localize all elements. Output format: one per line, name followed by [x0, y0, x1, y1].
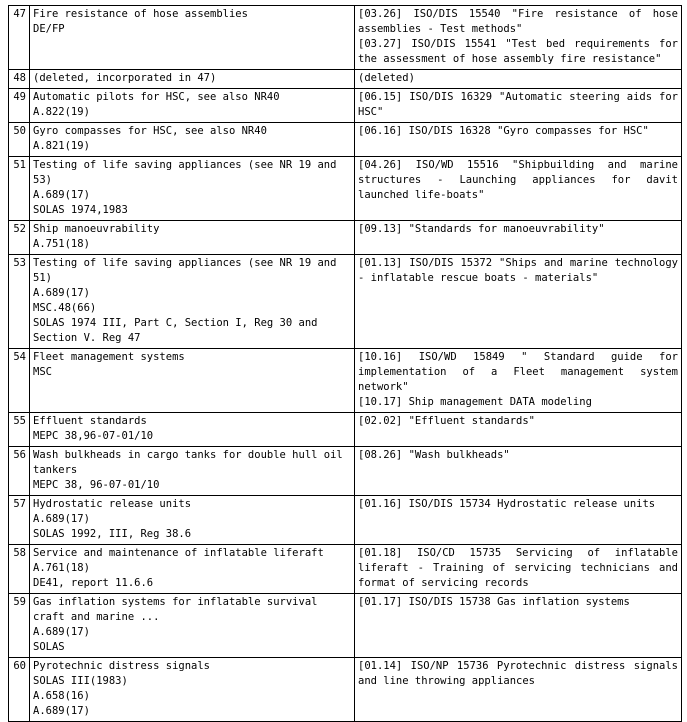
row-number: 55 — [9, 413, 30, 447]
standard-reference: [02.02] "Effluent standards" — [358, 415, 536, 427]
subject-cell — [30, 413, 355, 447]
standard-reference: [09.13] "Standards for manoeuvrability" — [358, 223, 605, 235]
subject-reference: A.689(17) — [33, 513, 90, 525]
subject-title: Wash bulkheads in cargo tanks for double hull oil tankers — [33, 449, 343, 476]
standard-cell — [355, 6, 682, 70]
standard-reference: [01.16] ISO/DIS 15734 Hydrostatic release units — [358, 498, 656, 510]
subject-reference: MSC — [33, 366, 52, 378]
standard-cell — [355, 447, 682, 496]
table-row — [9, 545, 682, 594]
subject-title: Gas inflation systems for inflatable survival craft and marine ... — [33, 596, 318, 623]
subject-title: (deleted, incorporated in 47) — [33, 72, 217, 84]
subject-reference: DE/FP — [33, 23, 65, 35]
row-number: 51 — [9, 157, 30, 221]
subject-title: Testing of life saving appliances (see NR 19 and 53) — [33, 159, 337, 186]
subject-cell — [30, 447, 355, 496]
subject-cell — [30, 255, 355, 349]
subject-title: Effluent standards — [33, 415, 147, 427]
standard-reference: [03.27] ISO/DIS 15541 "Test bed requirements for the assessment of hose assembly fire resistance" — [358, 38, 678, 65]
subject-reference: A.822(19) — [33, 106, 90, 118]
subject-cell — [30, 496, 355, 545]
standard-reference: [06.16] ISO/DIS 16328 "Gyro compasses for HSC" — [358, 125, 649, 137]
subject-reference: MSC.48(66) — [33, 302, 97, 314]
subject-cell — [30, 349, 355, 413]
standard-reference: [06.15] ISO/DIS 16329 "Automatic steering aids for HSC" — [358, 91, 678, 118]
subject-reference: A.689(17) — [33, 626, 90, 638]
subject-reference: SOLAS 1974,1983 — [33, 204, 128, 216]
standard-cell — [355, 89, 682, 123]
table-body — [9, 6, 682, 722]
subject-reference: DE41, report 11.6.6 — [33, 577, 154, 589]
standard-reference: [10.16] ISO/WD 15849 " Standard guide for implementation of a Fleet management system network" — [358, 351, 678, 393]
subject-reference: A.689(17) — [33, 287, 90, 299]
table-row — [9, 349, 682, 413]
subject-reference: A.821(19) — [33, 140, 90, 152]
table-row — [9, 594, 682, 658]
table-row — [9, 70, 682, 89]
standard-cell — [355, 349, 682, 413]
table-row — [9, 89, 682, 123]
row-number: 54 — [9, 349, 30, 413]
table-row — [9, 6, 682, 70]
row-number: 50 — [9, 123, 30, 157]
standard-cell — [355, 496, 682, 545]
standard-cell — [355, 123, 682, 157]
subject-reference: SOLAS — [33, 641, 65, 653]
subject-cell — [30, 221, 355, 255]
subject-title: Hydrostatic release units — [33, 498, 192, 510]
standard-reference: [08.26] "Wash bulkheads" — [358, 449, 510, 461]
subject-cell — [30, 594, 355, 658]
row-number: 53 — [9, 255, 30, 349]
subject-title: Service and maintenance of inflatable liferaft — [33, 547, 324, 559]
row-number: 58 — [9, 545, 30, 594]
subject-cell — [30, 658, 355, 722]
standards-table — [8, 5, 682, 722]
subject-title: Gyro compasses for HSC, see also NR40 — [33, 125, 267, 137]
subject-title: Ship manoeuvrability — [33, 223, 160, 235]
subject-reference: SOLAS 1992, III, Reg 38.6 — [33, 528, 192, 540]
standard-reference: [10.17] Ship management DATA modeling — [358, 396, 592, 408]
row-number: 60 — [9, 658, 30, 722]
subject-title: Fire resistance of hose assemblies — [33, 8, 248, 20]
subject-cell — [30, 157, 355, 221]
standard-reference: [01.17] ISO/DIS 15738 Gas inflation systems — [358, 596, 630, 608]
table-row — [9, 123, 682, 157]
standard-cell — [355, 157, 682, 221]
row-number: 59 — [9, 594, 30, 658]
subject-cell — [30, 545, 355, 594]
row-number: 57 — [9, 496, 30, 545]
standard-cell — [355, 594, 682, 658]
subject-cell — [30, 123, 355, 157]
row-number: 49 — [9, 89, 30, 123]
standard-reference: [01.14] ISO/NP 15736 Pyrotechnic distress signals and line throwing appliances — [358, 660, 678, 687]
subject-reference: A.751(18) — [33, 238, 90, 250]
row-number: 48 — [9, 70, 30, 89]
table-row — [9, 447, 682, 496]
subject-reference: MEPC 38, 96-07-01/10 — [33, 479, 160, 491]
standard-cell — [355, 545, 682, 594]
subject-reference: A.658(16) — [33, 690, 90, 702]
standard-cell — [355, 658, 682, 722]
subject-cell — [30, 70, 355, 89]
table-row — [9, 221, 682, 255]
standard-reference: [04.26] ISO/WD 15516 "Shipbuilding and marine structures - Launching appliances for davit launched life-boats" — [358, 159, 678, 201]
standard-cell — [355, 255, 682, 349]
row-number: 56 — [9, 447, 30, 496]
subject-title: Automatic pilots for HSC, see also NR40 — [33, 91, 280, 103]
table-row — [9, 496, 682, 545]
standard-reference: [03.26] ISO/DIS 15540 "Fire resistance of hose assemblies - Test methods" — [358, 8, 678, 35]
subject-title: Pyrotechnic distress signals — [33, 660, 211, 672]
table-row — [9, 413, 682, 447]
standard-reference: [01.13] ISO/DIS 15372 "Ships and marine technology - inflatable rescue boats - materials" — [358, 257, 678, 284]
subject-reference: MEPC 38,96-07-01/10 — [33, 430, 154, 442]
subject-title: Fleet management systems — [33, 351, 185, 363]
subject-reference: A.761(18) — [33, 562, 90, 574]
subject-reference: A.689(17) — [33, 189, 90, 201]
subject-reference: SOLAS 1974 III, Part C, Section I, Reg 30 and Section V. Reg 47 — [33, 317, 318, 344]
standard-reference: [01.18] ISO/CD 15735 Servicing of inflatable liferaft - Training of servicing technicians and format of servicing records — [358, 547, 678, 589]
standard-cell — [355, 70, 682, 89]
table-row — [9, 157, 682, 221]
row-number: 47 — [9, 6, 30, 70]
subject-title: Testing of life saving appliances (see NR 19 and 51) — [33, 257, 337, 284]
standard-cell — [355, 221, 682, 255]
table-row — [9, 255, 682, 349]
standard-reference: (deleted) — [358, 72, 415, 84]
subject-reference: A.689(17) — [33, 705, 90, 717]
subject-cell — [30, 89, 355, 123]
standard-cell — [355, 413, 682, 447]
subject-reference: SOLAS III(1983) — [33, 675, 128, 687]
subject-cell — [30, 6, 355, 70]
table-row — [9, 658, 682, 722]
row-number: 52 — [9, 221, 30, 255]
